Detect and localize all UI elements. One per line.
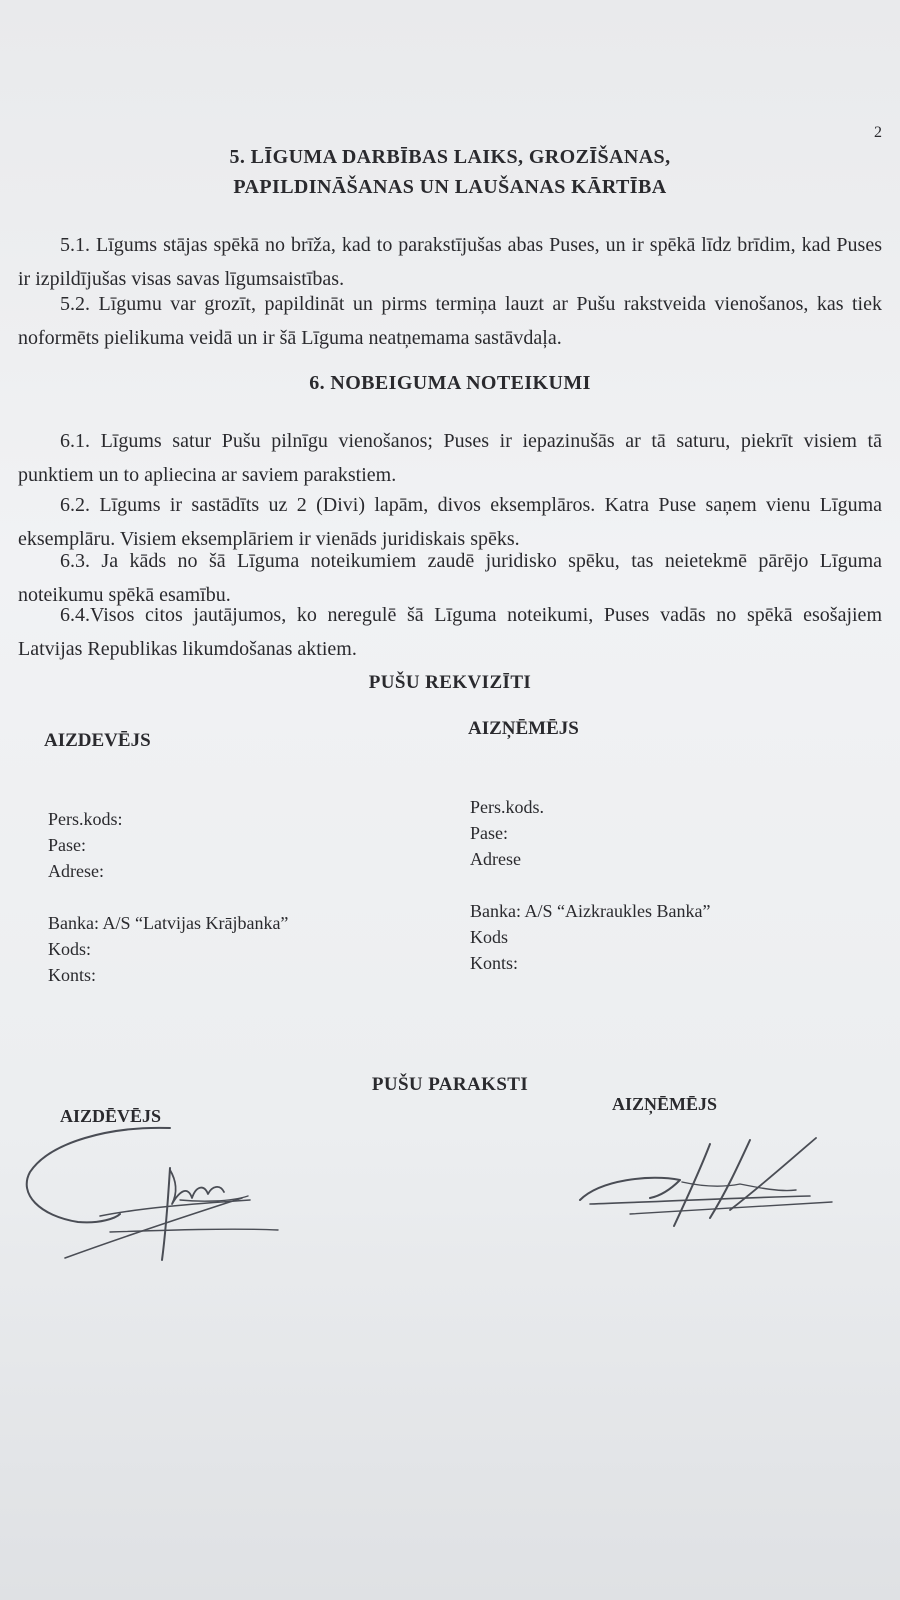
page-number: 2 [874,124,882,141]
borrower-passport: Pase: [470,823,508,843]
lender-code: Kods: [48,939,92,959]
clause-5-2: 5.2. Līgumu var grozīt, papildināt un pirms termiņa lauzt ar Pušu rakstveida vienošanos, kas tiek noformēts pielikuma veidā un ir šā Līguma neatņemama sastāvdaļa. [18,293,882,349]
clause-6-2: 6.2. Līgums ir sastādīts uz 2 (Divi) lapām, divos eksemplāros. Katra Puse saņem vienu Līguma eksemplāru. Visiem eksemplāriem ir vienāds juridiskais spēks. [18,494,882,550]
section-6-title: 6. NOBEIGUMA NOTEIKUMI [309,372,591,394]
clause-6-1: 6.1. Līgums satur Pušu pilnīgu vienošanos; Puses ir iepazinušās ar tā saturu, piekrīt visiem tā punktiem un to apliecina ar saviem parakstiem. [18,430,882,486]
borrower-personal-code: Pers.kods. [470,797,545,817]
lender-label: AIZDEVĒJS [44,730,151,751]
clause-5-1: 5.1. Līgums stājas spēkā no brīža, kad to parakstījušas abas Puses, un ir spēkā līdz brīdim, kad Puses ir izpildījušas visas savas līgumsaistības. [18,234,882,290]
lender-bank: Banka: A/S “Latvijas Krājbanka” [48,913,289,933]
clause-6-3: 6.3. Ja kāds no šā Līguma noteikumiem zaudē juridisko spēku, tas neietekmē pārējo Līguma noteikumu spēkā esamību. [18,550,882,606]
borrower-label: AIZŅĒMĒJS [468,718,579,739]
lender-address: Adrese: [48,861,104,881]
borrower-signature-label: AIZŅĒMĒJS [612,1094,718,1114]
borrower-bank: Banka: A/S “Aizkraukles Banka” [470,901,711,921]
borrower-code: Kods [470,927,509,947]
clause-6-4: 6.4.Visos citos jautājumos, ko neregulē šā Līguma noteikumi, Puses vadās no spēkā esošajiem Latvijas Republikas likumdošanas aktiem. [18,604,882,660]
lender-passport: Pase: [48,835,86,855]
lender-personal-code: Pers.kods: [48,809,123,829]
requisites-title: PUŠU REKVIZĪTI [368,672,532,693]
section-5-title-line-1: 5. LĪGUMA DARBĪBAS LAIKS, GROZĪŠANAS, [229,146,671,168]
lender-account: Konts: [48,965,97,985]
lender-requisites [48,806,288,988]
signatures-title: PUŠU PARAKSTI [371,1074,529,1095]
borrower-account: Konts: [470,953,519,973]
lender-signature [20,1120,290,1280]
borrower-address: Adrese [470,849,521,869]
section-5-title-line-2: PAPILDINĀŠANAS UN LAUŠANAS KĀRTĪBA [233,176,667,198]
borrower-signature [570,1130,840,1240]
borrower-requisites [470,794,710,976]
lender-signature-label: AIZDĒVĒJS [60,1106,162,1126]
